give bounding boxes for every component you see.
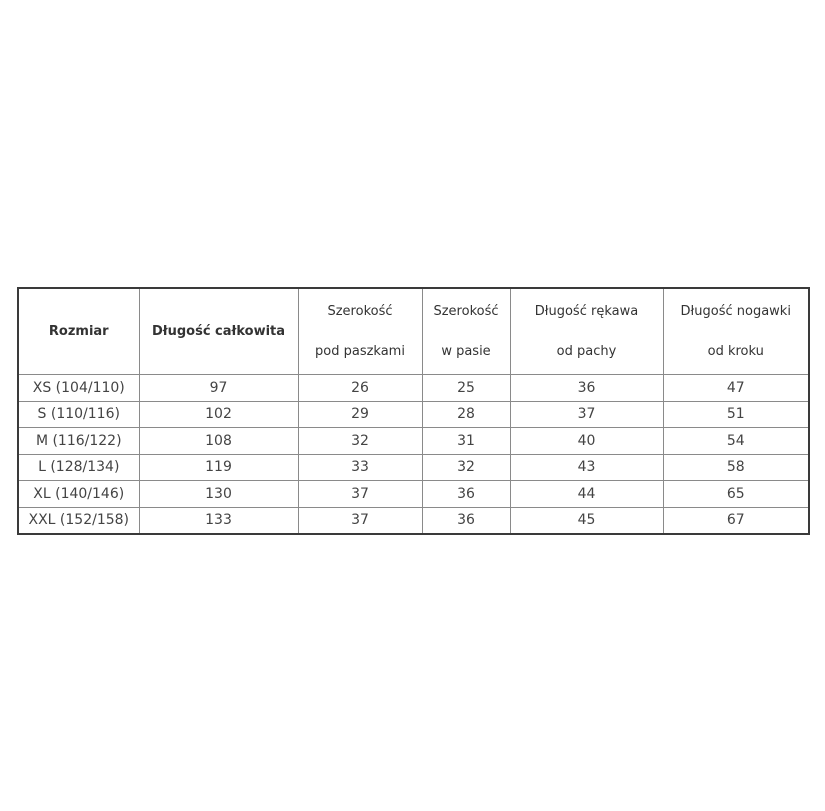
- cell-size: M (116/122): [18, 428, 139, 455]
- table-header: [18, 288, 809, 375]
- cell-size: S (110/116): [18, 401, 139, 428]
- cell-inseam-length: 67: [663, 507, 809, 534]
- table-row: [18, 428, 809, 455]
- cell-inseam-length: 47: [663, 375, 809, 402]
- header-waist-width: [422, 288, 510, 375]
- header-waist-width-line2: w pasie: [441, 343, 491, 359]
- cell-inseam-length: 65: [663, 481, 809, 508]
- cell-sleeve-length: 43: [510, 454, 663, 481]
- cell-waist-width: 31: [422, 428, 510, 455]
- cell-waist-width: 25: [422, 375, 510, 402]
- cell-total-length: 130: [139, 481, 298, 508]
- cell-inseam-length: 51: [663, 401, 809, 428]
- cell-chest-width: 32: [298, 428, 422, 455]
- cell-sleeve-length: 45: [510, 507, 663, 534]
- header-chest-width-line2: pod paszkami: [315, 343, 405, 359]
- header-chest-width-line1: Szerokość: [327, 303, 393, 319]
- table-row: [18, 401, 809, 428]
- cell-sleeve-length: 36: [510, 375, 663, 402]
- table-body: [18, 375, 809, 535]
- cell-waist-width: 28: [422, 401, 510, 428]
- size-chart: [17, 287, 808, 535]
- cell-chest-width: 29: [298, 401, 422, 428]
- cell-sleeve-length: 37: [510, 401, 663, 428]
- header-chest-width: [298, 288, 422, 375]
- cell-inseam-length: 58: [663, 454, 809, 481]
- cell-chest-width: 37: [298, 481, 422, 508]
- header-total-length: [139, 288, 298, 375]
- cell-chest-width: 33: [298, 454, 422, 481]
- cell-sleeve-length: 44: [510, 481, 663, 508]
- cell-waist-width: 36: [422, 507, 510, 534]
- cell-inseam-length: 54: [663, 428, 809, 455]
- header-sleeve-length-line2: od pachy: [556, 343, 617, 359]
- cell-total-length: 108: [139, 428, 298, 455]
- cell-total-length: 119: [139, 454, 298, 481]
- header-row: [18, 288, 809, 375]
- cell-size: XXL (152/158): [18, 507, 139, 534]
- header-size-label: Rozmiar: [48, 324, 109, 339]
- cell-waist-width: 36: [422, 481, 510, 508]
- cell-total-length: 133: [139, 507, 298, 534]
- table-row: [18, 454, 809, 481]
- cell-chest-width: 26: [298, 375, 422, 402]
- header-total-length-label: Długość całkowita: [151, 324, 286, 339]
- size-table: [17, 287, 810, 535]
- table-row: [18, 375, 809, 402]
- header-waist-width-line1: Szerokość: [433, 303, 499, 319]
- header-inseam-length-line2: od kroku: [707, 343, 764, 359]
- cell-total-length: 97: [139, 375, 298, 402]
- header-sleeve-length-line1: Długość rękawa: [534, 303, 639, 319]
- cell-size: L (128/134): [18, 454, 139, 481]
- cell-chest-width: 37: [298, 507, 422, 534]
- cell-sleeve-length: 40: [510, 428, 663, 455]
- header-size: [18, 288, 139, 375]
- cell-waist-width: 32: [422, 454, 510, 481]
- header-inseam-length: [663, 288, 809, 375]
- cell-size: XS (104/110): [18, 375, 139, 402]
- table-row: [18, 507, 809, 534]
- cell-total-length: 102: [139, 401, 298, 428]
- header-sleeve-length: [510, 288, 663, 375]
- table-row: [18, 481, 809, 508]
- cell-size: XL (140/146): [18, 481, 139, 508]
- header-inseam-length-line1: Długość nogawki: [680, 303, 791, 319]
